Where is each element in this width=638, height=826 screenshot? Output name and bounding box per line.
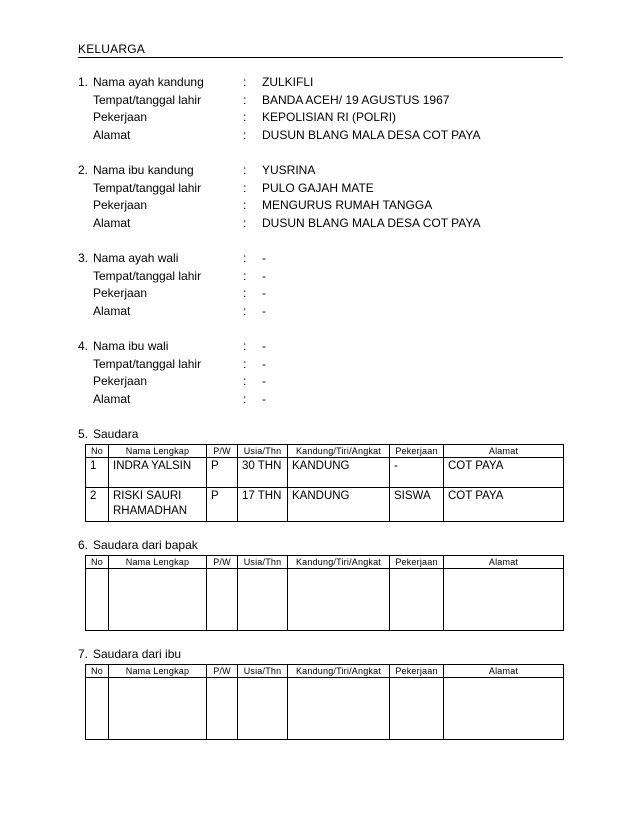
field-row [78,250,563,268]
section-ayah-wali [78,250,563,320]
field-value: - [262,339,266,353]
col-header-usia: Usia/Thn [238,665,288,678]
col-header-pw: P/W [207,556,238,569]
field-row [78,373,563,391]
saudara-ibu-heading [78,647,181,661]
field-value: KEPOLISIAN RI (POLRI) [262,110,397,125]
col-header-no: No [86,445,109,458]
field-row [78,74,563,92]
cell-kandung: KANDUNG [288,488,390,522]
field-value: DUSUN BLANG MALA DESA COT PAYA [262,127,481,142]
col-header-kandung: Kandung/Tiri/Angkat [288,665,390,678]
cell-usia: 17 THN [238,488,288,522]
field-value: - [262,356,266,371]
section-ayah-kandung [78,74,563,144]
section-number: 6. [78,538,89,552]
field-value: BANDA ACEH/ 19 AGUSTUS 1967 [262,92,450,107]
saudara-bapak-table [85,555,564,631]
field-row [78,180,563,198]
field-row [78,268,563,286]
field-row [78,285,563,303]
field-label: Pekerjaan [93,198,148,213]
field-row [78,92,563,110]
field-row [78,162,563,180]
col-header-kandung: Kandung/Tiri/Angkat [288,556,390,569]
field-label: Nama ayah wali [93,251,179,265]
field-value: - [262,391,266,406]
saudara-bapak-heading [78,538,198,552]
field-row [78,391,563,409]
col-header-no: No [86,665,109,678]
field-colon: : [243,163,247,177]
cell-pw: P [207,458,238,488]
field-colon: : [243,127,247,142]
table-row [86,569,564,631]
saudara-heading [78,427,138,441]
col-header-pekerjaan: Pekerjaan [390,665,444,678]
field-colon: : [243,180,247,195]
field-value: YUSRINA [262,163,316,177]
cell-nama: INDRA YALSIN [109,458,207,488]
field-label: Alamat [93,127,131,142]
col-header-alamat: Alamat [444,665,564,678]
field-row [78,197,563,215]
field-label: Pekerjaan [93,286,148,301]
section-title: Saudara dari bapak [93,538,198,552]
table-row [86,488,564,522]
field-colon: : [243,215,247,230]
cell-usia: 30 THN [238,458,288,488]
field-label: Pekerjaan [93,374,148,389]
field-value: PULO GAJAH MATE [262,180,374,195]
field-label: Alamat [93,391,131,406]
cell-kandung: KANDUNG [288,458,390,488]
section-title: Saudara [93,427,139,441]
col-header-pw: P/W [207,445,238,458]
col-header-alamat: Alamat [444,445,564,458]
col-header-nama: Nama Lengkap [109,665,207,678]
field-colon: : [243,268,247,283]
field-label: Tempat/tanggal lahir [93,268,202,283]
col-header-usia: Usia/Thn [238,556,288,569]
field-colon: : [243,374,247,389]
cell-pw: P [207,488,238,522]
cell-alamat: COT PAYA [444,458,564,488]
title-underline [78,57,563,58]
field-row [78,215,563,233]
field-colon: : [243,75,247,89]
section-number: 1. [78,75,89,89]
field-row [78,338,563,356]
table-row [86,678,564,740]
field-colon: : [243,198,247,213]
field-value: - [262,268,266,283]
field-colon: : [243,339,247,353]
col-header-pekerjaan: Pekerjaan [390,445,444,458]
field-value: ZULKIFLI [262,75,314,89]
section-number: 5. [78,427,89,441]
saudara-table [85,444,564,522]
field-value: - [262,286,266,301]
field-colon: : [243,303,247,318]
field-colon: : [243,92,247,107]
col-header-nama: Nama Lengkap [109,556,207,569]
field-label: Tempat/tanggal lahir [93,356,202,371]
field-colon: : [243,110,247,125]
field-label: Alamat [93,303,131,318]
table-header-row [86,556,564,569]
cell-pekerjaan: SISWA [390,488,444,522]
field-label: Tempat/tanggal lahir [93,180,202,195]
section-number: 4. [78,339,89,353]
section-number: 3. [78,251,89,265]
field-colon: : [243,391,247,406]
field-label: Nama ibu kandung [93,163,194,177]
section-number: 7. [78,647,89,661]
field-value: MENGURUS RUMAH TANGGA [262,198,433,213]
field-value: - [262,374,266,389]
cell-pekerjaan: - [390,458,444,488]
col-header-usia: Usia/Thn [238,445,288,458]
table-row [86,458,564,488]
field-row [78,356,563,374]
col-header-pekerjaan: Pekerjaan [390,556,444,569]
field-label: Pekerjaan [93,110,148,125]
page-title: KELUARGA [78,42,145,56]
table-header-row [86,665,564,678]
cell-nama: RISKI SAURI RHAMADHAN [109,488,207,522]
saudara-ibu-table [85,664,564,740]
table-header-row [86,445,564,458]
field-colon: : [243,356,247,371]
cell-no: 2 [86,488,109,522]
col-header-kandung: Kandung/Tiri/Angkat [288,445,390,458]
cell-no: 1 [86,458,109,488]
col-header-alamat: Alamat [444,556,564,569]
section-ibu-wali [78,338,563,408]
field-row [78,127,563,145]
field-label: Alamat [93,215,131,230]
field-value: DUSUN BLANG MALA DESA COT PAYA [262,215,481,230]
col-header-nama: Nama Lengkap [109,445,207,458]
field-label: Tempat/tanggal lahir [93,92,202,107]
field-row [78,109,563,127]
col-header-pw: P/W [207,665,238,678]
col-header-no: No [86,556,109,569]
field-colon: : [243,286,247,301]
field-label: Nama ayah kandung [93,75,204,89]
field-value: - [262,303,266,318]
section-number: 2. [78,163,89,177]
field-row [78,303,563,321]
field-label: Nama ibu wali [93,339,169,353]
section-title: Saudara dari ibu [93,647,182,661]
cell-alamat: COT PAYA [444,488,564,522]
field-colon: : [243,251,247,265]
section-ibu-kandung [78,162,563,232]
field-value: - [262,251,266,265]
